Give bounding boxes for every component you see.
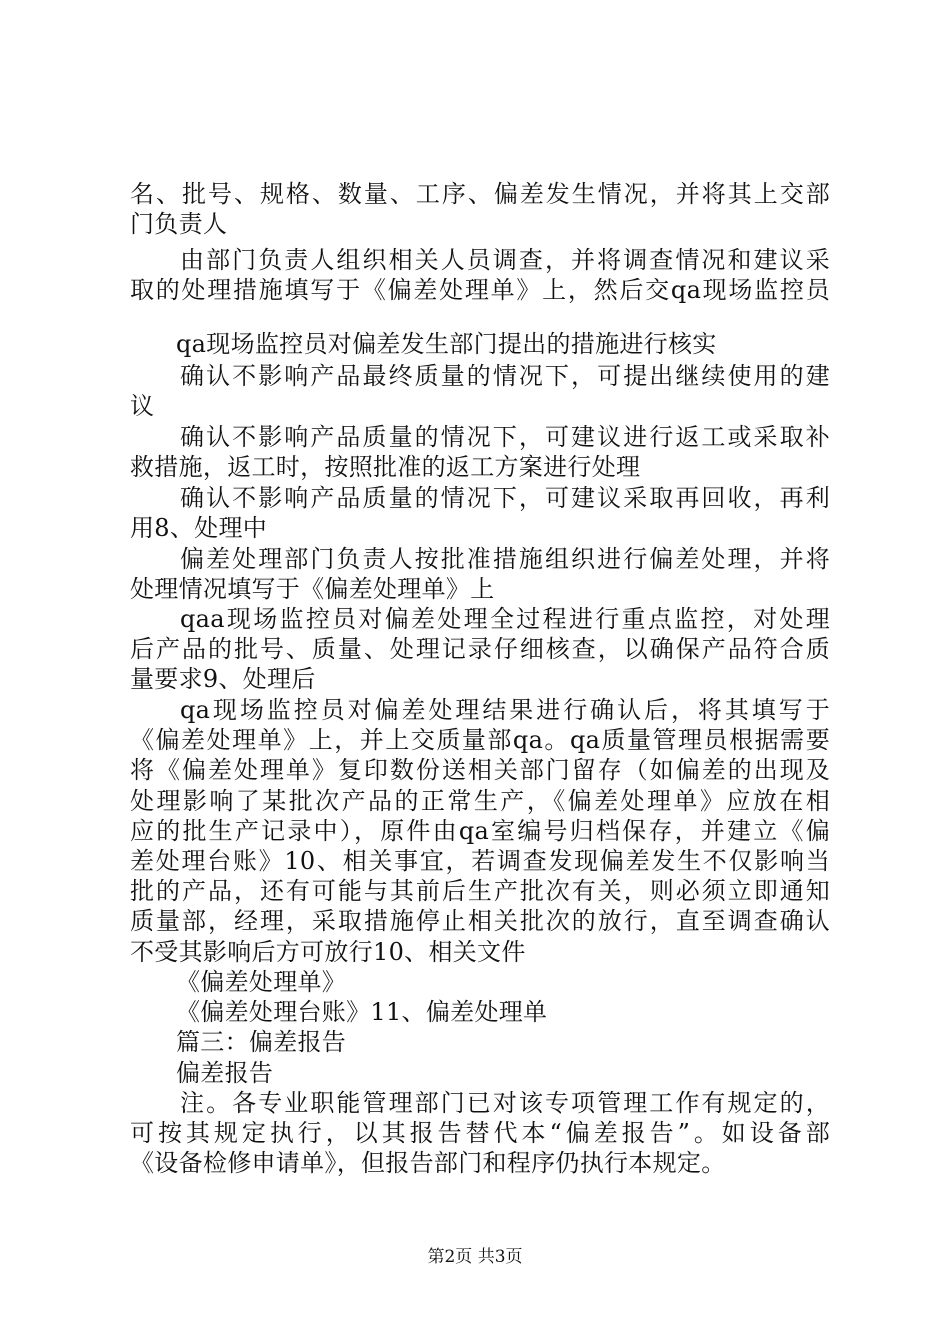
text-line: 处理情况填写于《偏差处理单》上 — [130, 575, 495, 603]
text-line: qaa现场监控员对偏差处理全过程进行重点监控，对处理 — [180, 605, 830, 633]
text-line: 《偏差处理单》 — [176, 968, 347, 996]
text-line: 应的批生产记录中），原件由qa室编号归档保存，并建立《偏 — [130, 817, 830, 845]
text-line: 《设备检修申请单》，但报告部门和程序仍执行本规定。 — [130, 1149, 726, 1177]
text-line: qa现场监控员对偏差处理结果进行确认后，将其填写于 — [180, 696, 830, 724]
text-line: 确认不影响产品质量的情况下，可建议采取再回收，再利 — [180, 484, 830, 512]
text-line: 《偏差处理台账》11、偏差处理单 — [176, 998, 548, 1026]
text-line: qa现场监控员对偏差发生部门提出的措施进行核实 — [176, 330, 717, 358]
text-line: 确认不影响产品最终质量的情况下，可提出继续使用的建 — [180, 362, 830, 390]
text-line: 不受其影响后方可放行10、相关文件 — [130, 938, 526, 966]
page-number: 第2页 共3页 — [427, 1247, 523, 1267]
text-line: 救措施，返工时，按照批准的返工方案进行处理 — [130, 453, 641, 481]
section-heading: 篇三：偏差报告 — [176, 1028, 347, 1056]
text-line: 注。各专业职能管理部门已对该专项管理工作有规定的， — [180, 1089, 830, 1117]
text-line: 取的处理措施填写于《偏差处理单》上，然后交qa现场监控员 — [130, 276, 830, 304]
text-line: 门负责人 — [130, 210, 228, 238]
text-line: 后产品的批号、质量、处理记录仔细核查，以确保产品符合质 — [130, 635, 830, 663]
text-line: 可按其规定执行，以其报告替代本“偏差报告”。如设备部 — [130, 1119, 830, 1147]
text-line: 《偏差处理单》上，并上交质量部qa。qa质量管理员根据需要 — [130, 726, 830, 754]
text-line: 差处理台账》10、相关事宜，若调查发现偏差发生不仅影响当 — [130, 847, 830, 875]
text-line: 议 — [130, 392, 155, 420]
text-line: 名、批号、规格、数量、工序、偏差发生情况，并将其上交部 — [130, 180, 830, 208]
text-line: 偏差处理部门负责人按批准措施组织进行偏差处理，并将 — [180, 545, 830, 573]
text-line: 处理影响了某批次产品的正常生产，《偏差处理单》应放在相 — [130, 787, 830, 815]
text-line: 将《偏差处理单》复印数份送相关部门留存（如偏差的出现及 — [130, 756, 830, 784]
section-heading: 偏差报告 — [176, 1059, 274, 1087]
text-line: 用8、处理中 — [130, 514, 268, 542]
text-line: 批的产品，还有可能与其前后生产批次有关，则必须立即通知 — [130, 877, 830, 905]
text-line: 确认不影响产品质量的情况下，可建议进行返工或采取补 — [180, 423, 830, 451]
text-line: 量要求9、处理后 — [130, 665, 316, 693]
text-line: 由部门负责人组织相关人员调查，并将调查情况和建议采 — [180, 246, 830, 274]
text-line: 质量部，经理，采取措施停止相关批次的放行，直至调查确认 — [130, 907, 830, 935]
